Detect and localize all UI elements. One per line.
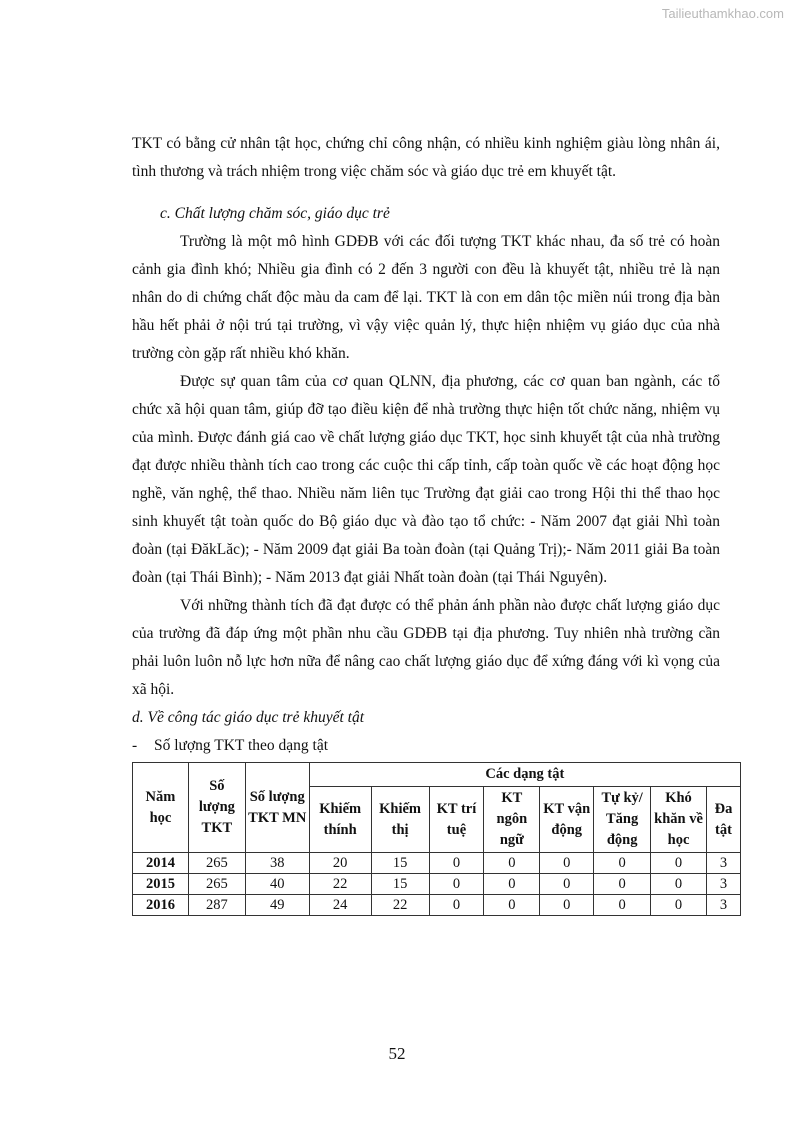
header-motor: KT vận động [540,787,594,853]
bullet-mark: - [132,737,138,754]
disability-table [132,762,741,916]
table-cell: 15 [371,874,429,895]
table-row [133,874,741,895]
header-language: KT ngôn ngữ [484,787,540,853]
section-d-heading: d. Về công tác giáo dục trẻ khuyết tật [132,709,365,726]
table-cell: 287 [188,895,245,916]
header-total: Số lượng TKT [188,763,245,853]
table-cell: 20 [309,853,371,874]
header-group: Các dạng tật [309,763,740,787]
table-cell: 38 [245,853,309,874]
header-hearing: Khiếm thính [309,787,371,853]
table-cell: 3 [706,874,740,895]
table-cell: 22 [371,895,429,916]
table-cell: 40 [245,874,309,895]
watermark: Tailieuthamkhao.com [661,6,784,21]
header-multiple: Đa tật [706,787,740,853]
header-vision: Khiếm thị [371,787,429,853]
header-autism: Tự kỷ/ Tăng động [594,787,651,853]
table-cell: 0 [540,853,594,874]
table-cell: 0 [429,853,484,874]
table-cell: 15 [371,853,429,874]
table-cell: 0 [429,874,484,895]
table-cell: 0 [484,853,540,874]
table-cell: 0 [651,853,707,874]
header-intellectual: KT trí tuệ [429,787,484,853]
section-c-paragraph-3: Với những thành tích đã đạt được có thể phản ánh phần nào được chất lượng giáo dục của trường đã đáp ứng một phần nhu cầu GDĐB tại địa phương. Tuy nhiên nhà trường cần phải luôn luôn nỗ lực hơn nữa để nâng cao chất lượng giáo dục để xứng đáng với kì vọng của xã hội. [132,597,720,698]
page-number: 52 [388,1044,406,1063]
header-year: Năm học [133,763,189,853]
table-cell: 22 [309,874,371,895]
row-year: 2014 [133,853,189,874]
table-cell: 0 [429,895,484,916]
table-cell: 265 [188,853,245,874]
table-cell: 0 [484,895,540,916]
table-row [133,853,741,874]
header-mn: Số lượng TKT MN [245,763,309,853]
table-cell: 0 [594,874,651,895]
section-c-paragraph-2: Được sự quan tâm của cơ quan QLNN, địa phương, các cơ quan ban ngành, các tổ chức xã hội quan tâm, giúp đỡ tạo điều kiện để nhà trường thực hiện tốt chức năng, nhiệm vụ của mình. Được đánh giá cao về chất lượng giáo dục TKT, học sinh khuyết tật của nhà trường đạt được nhiều thành tích cao trong các cuộc thi cấp tỉnh, cấp toàn quốc về các hoạt động học nghề, văn nghệ, thể thao. Nhiều năm liên tục Trường đạt giải cao trong Hội thi thể thao học sinh khuyết tật toàn quốc do Bộ giáo dục và đào tạo tổ chức: - Năm 2007 đạt giải Nhì toàn đoàn (tại ĐăkLăc); - Năm 2009 đạt giải Ba toàn đoàn (tại Quảng Trị);- Năm 2011 giải Ba toàn đoàn (tại Thái Bình); - Năm 2013 đạt giải Nhất toàn đoàn (tại Thái Nguyên). [132,373,720,586]
table-cell: 0 [484,874,540,895]
table-cell: 265 [188,874,245,895]
table-cell: 24 [309,895,371,916]
table-cell: 0 [540,895,594,916]
row-year: 2015 [133,874,189,895]
table-cell: 3 [706,853,740,874]
table-cell: 0 [651,874,707,895]
bullet-text: Số lượng TKT theo dạng tật [154,737,329,754]
page-content [132,130,733,916]
row-year: 2016 [133,895,189,916]
table-cell: 49 [245,895,309,916]
table-row [133,895,741,916]
intro-paragraph: TKT có bằng cử nhân tật học, chứng chỉ công nhận, có nhiều kinh nghiệm giàu lòng nhân ái, tình thương và trách nhiệm trong việc chăm sóc và giáo dục trẻ em khuyết tật. [132,135,720,180]
table-cell: 0 [651,895,707,916]
table-cell: 0 [540,874,594,895]
table-cell: 0 [594,895,651,916]
table-cell: 0 [594,853,651,874]
section-c-heading: c. Chất lượng chăm sóc, giáo dục trẻ [160,205,390,222]
header-learning: Khó khăn về học [651,787,707,853]
section-c-paragraph-1: Trường là một mô hình GDĐB với các đối tượng TKT khác nhau, đa số trẻ có hoàn cảnh gia đình khó; Nhiều gia đình có 2 đến 3 người con đều là khuyết tật, nhiều trẻ là nạn nhân do di chứng chất độc màu da cam để lại. TKT là con em dân tộc miền núi trong địa bàn hầu hết phải ở nội trú tại trường, vì vậy việc quản lý, thực hiện nhiệm vụ giáo dục của nhà trường còn gặp rất nhiều khó khăn. [132,233,720,362]
bullet-item [132,732,720,760]
table-cell: 3 [706,895,740,916]
